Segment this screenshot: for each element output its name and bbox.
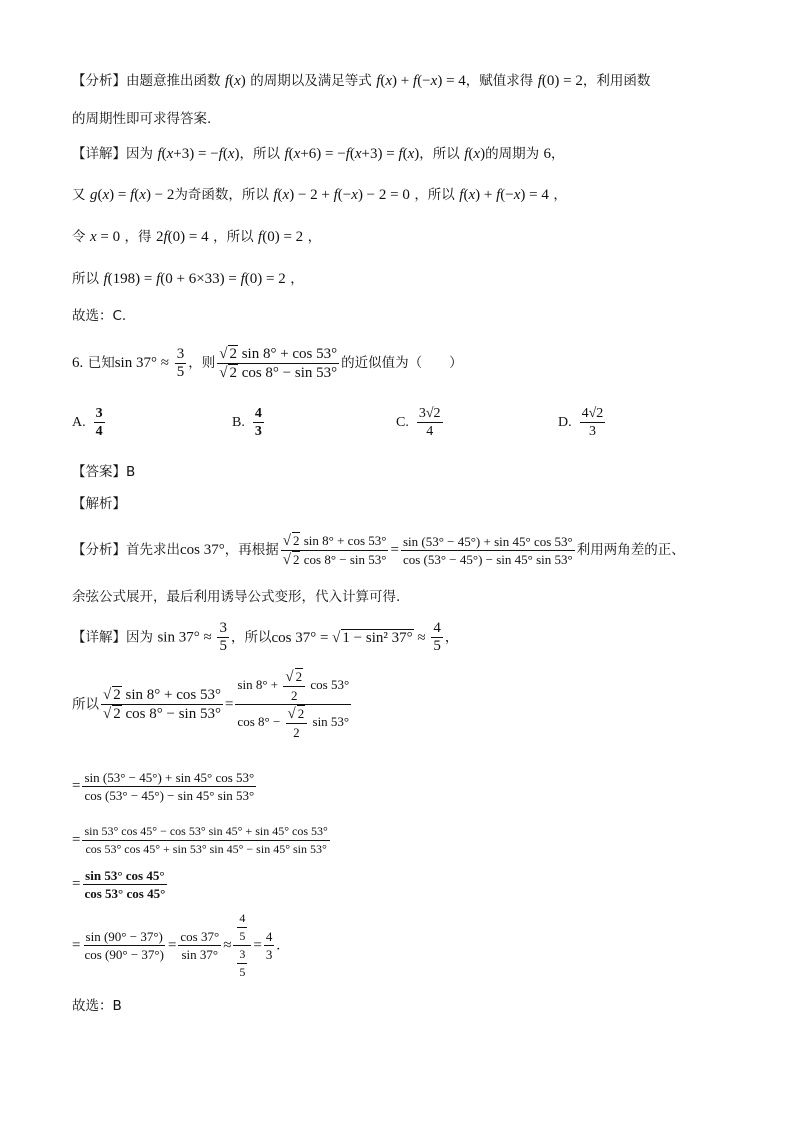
analysis-tag: 【分析】 bbox=[72, 73, 126, 89]
option-d[interactable]: D. $\frac{4√2}{3}$ bbox=[558, 406, 604, 439]
answer-b: 故选：B bbox=[72, 998, 122, 1014]
solution-tag: 【解析】 bbox=[72, 496, 126, 512]
q6-expression: $\frac{√ 2 \sin 8^\circ + \cos 53^\circ}{√ 2 \cos 8^\circ - \sin 53^\circ}$ bbox=[219, 345, 338, 381]
option-b[interactable]: B. $\frac{4}{3}$ bbox=[232, 406, 262, 439]
analysis2-line-1: 【分析】首先求出cos 37°，再根据 $\frac{√ 2 \sin 8^\circ + \cos 53^\circ}{√ 2 \cos 8^\circ - \sin 53^\circ}$ = $\frac{\sin (53^\circ - 45^\circ) + \sin 45^\circ \cos 53^\circ}{\cos (53^\circ - 45^\circ) - \sin 45^\circ \sin 53^\circ}$ 利用两角差的正、 bbox=[72, 532, 685, 568]
option-c[interactable]: C. $\frac{3√2}{4}$ bbox=[396, 406, 441, 439]
question-6: 6. 已知sin 37° ≈ $\frac{3}{5}$ ，则 $\frac{√ 2 \sin 8^\circ + \cos 53^\circ}{√ 2 \cos 8^\circ - \sin 53^\circ}$ 的近似值为（ ） bbox=[72, 345, 463, 381]
analysis-line-1: 【分析】由题意推出函数 f(x) 的周期以及满足等式 f(x) + f(−x) = 4，赋值求得 f(0) = 2，利用函数 bbox=[72, 73, 651, 89]
detail-line-1: 【详解】因为 f(x+3) = −f(x)，所以 f(x+6) = −f(x+3) = f(x)，所以 f(x)的周期为 6， bbox=[72, 146, 565, 162]
derivation-step-1: 所以 $\frac{√ 2 \sin 8^\circ + \cos 53^\circ}{√ 2 \cos 8^\circ - \sin 53^\circ}$ = sin 8° + $\frac{√ 2}{2}$ cos 53° cos 8° − $\frac{√ 2}{2}$ sin 53° bbox=[72, 669, 350, 740]
detail-line-3: 令 x = 0 ，得 2f(0) = 4 ，所以 f(0) = 2 ， bbox=[72, 229, 322, 245]
math-f0: f(0) = 2 bbox=[537, 73, 583, 89]
derivation-step-2: = $\frac{\sin (53^\circ - 45^\circ) + \sin 45^\circ \cos 53^\circ}{\cos (53^\circ - 45^\circ) - \sin 45^\circ \sin 53^\circ}$ bbox=[72, 769, 255, 803]
math-identity: f(x) + f(−x) = 4 bbox=[376, 73, 466, 89]
math-fx: f(x) bbox=[224, 73, 246, 89]
detail-line-2: 又 g(x) = f(x) − 2为奇函数，所以 f(x) − 2 + f(−x) − 2 = 0 ，所以 f(x) + f(−x) = 4 ， bbox=[72, 187, 567, 203]
analysis2-line-2: 余弦公式展开，最后利用诱导公式变形，代入计算可得. bbox=[72, 589, 401, 605]
detail2-line-1: 【详解】因为 sin 37° ≈ $\frac{3}{5}$ ，所以cos 37° = √ 1 − sin² 37° ≈ $\frac{4}{5}$ ， bbox=[72, 620, 459, 654]
detail-line-4: 所以 f(198) = f(0 + 6×33) = f(0) = 2 ， bbox=[72, 271, 304, 287]
answer-c: 故选：C. bbox=[72, 308, 127, 324]
option-a[interactable]: A. $\frac{3}{4}$ bbox=[72, 406, 103, 439]
derivation-step-3: = $\frac{\sin 53^\circ \cos 45^\circ - \cos 53^\circ \sin 45^\circ + \sin 45^\circ \cos 53^\circ}{\cos 53^\circ \cos 45^\circ + \sin 53^\circ \sin 45^\circ - \sin 45^\circ \sin 53^\circ}$ bbox=[72, 823, 328, 856]
answer-tag: 【答案】B bbox=[72, 464, 136, 480]
derivation-step-5: = $\frac{\sin (90^\circ - 37^\circ)}{\cos (90^\circ - 37^\circ)}$ = $\frac{\cos 37^\circ}{\sin 37^\circ}$ ≈ $\frac{\frac{4}{5}}{\frac{3}{5}}$ = $\frac{4}{3}$ . bbox=[72, 911, 281, 979]
analysis-line-2: 的周期性即可求得答案. bbox=[72, 111, 212, 127]
derivation-step-4: = $\frac{\sin 53^\circ \cos 45^\circ}{\cos 53^\circ \cos 45^\circ}$ bbox=[72, 867, 166, 901]
